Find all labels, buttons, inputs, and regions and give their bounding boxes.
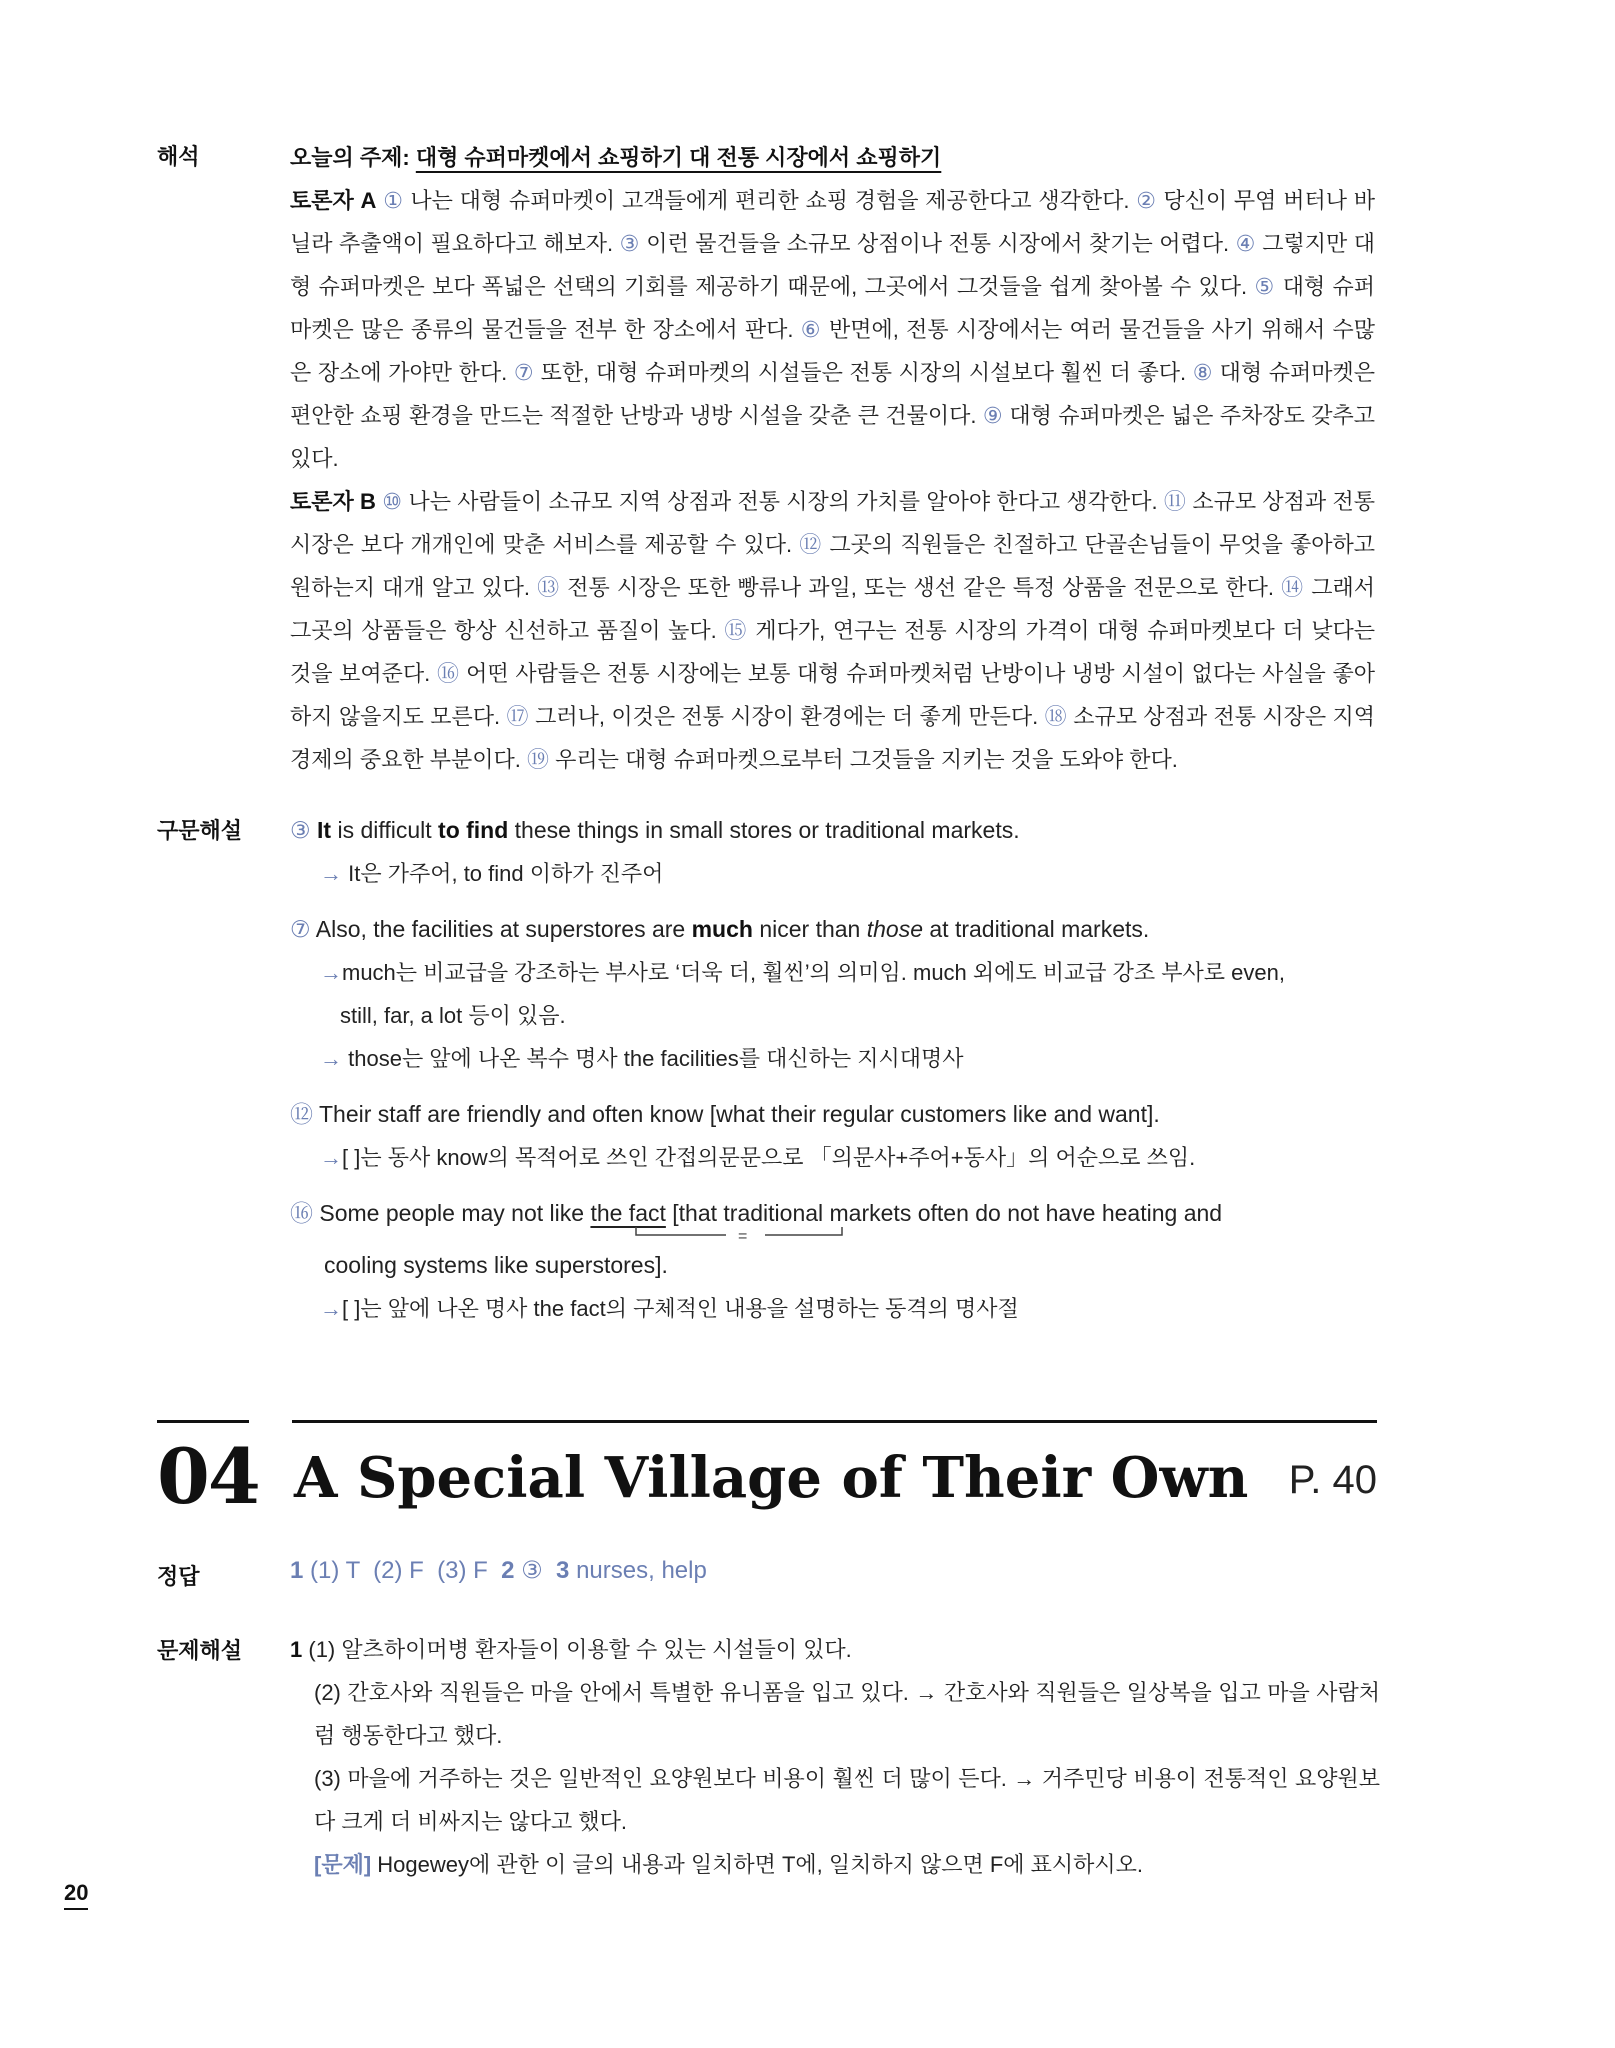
answer-number: 2 <box>501 1557 515 1584</box>
italic-word: those <box>866 916 923 942</box>
sentence-text: 대형 슈퍼마켓은 편안한 쇼핑 환경을 만드는 적절한 난방과 냉방 시설을 갖춘 큰 건물이다. <box>290 360 1375 428</box>
answer-number: 1 <box>290 1557 304 1584</box>
explanation-line: (2) 간호사와 직원들은 마을 안에서 특별한 유니폼을 입고 있다. → 간호사와 직원들은 일상복을 입고 마을 사람처럼 행동한다고 했다. <box>314 1680 1380 1748</box>
syntax-note <box>290 1136 1380 1179</box>
sentence-number: ① <box>383 188 404 213</box>
topic-title: 대형 슈퍼마켓에서 쇼핑하기 대 전통 시장에서 쇼핑하기 <box>415 145 942 170</box>
note-text: [ ]는 동사 know의 목적어로 쓰인 간접의문문으로 「의문사+주어+동사」의 어순으로 쓰임. <box>342 1145 1196 1170</box>
header-rule-left <box>157 1420 249 1423</box>
sentence-text: 이런 물건들을 소규모 상점이나 전통 시장에서 찾기는 어렵다. <box>639 231 1236 256</box>
sentence-number: ⑥ <box>800 317 822 342</box>
answer-text: ③ <box>514 1557 557 1584</box>
sentence-number: ⑨ <box>982 403 1003 428</box>
sentence-number: ⑯ <box>290 1200 313 1226</box>
syntax-note <box>290 951 1380 1037</box>
sentence-number: ⑲ <box>526 747 549 772</box>
sentence-number: ⑩ <box>382 489 403 514</box>
sentence-text: 대형 슈퍼마켓은 많은 종류의 물건들을 전부 한 장소에서 판다. <box>290 274 1375 342</box>
sentence-text: 또한, 대형 슈퍼마켓의 시설들은 전통 시장의 시설보다 훨씬 더 좋다. <box>534 360 1193 385</box>
sentence-text: 소규모 상점과 전통 시장은 보다 개개인에 맞춘 서비스를 제공할 수 있다. <box>290 489 1375 557</box>
sentence-text: 우리는 대형 슈퍼마켓으로부터 그것들을 지키는 것을 도와야 한다. <box>549 747 1178 772</box>
topic-prefix: 오늘의 주제: <box>290 145 416 170</box>
bold-word: to find <box>438 817 509 843</box>
lesson-number: 04 <box>157 1432 259 1521</box>
speaker-b-label: 토론자 B <box>290 489 376 514</box>
sentence-text: 그러나, 이것은 전통 시장이 환경에는 더 좋게 만든다. <box>528 704 1045 729</box>
explanation-text: Hogewey에 관한 이 글의 내용과 일치하면 T에, 일치하지 않으면 F에 표시하시오. <box>371 1852 1144 1877</box>
sentence-text: 소규모 상점과 전통 시장은 지역 경제의 중요한 부분이다. <box>290 704 1375 772</box>
topic-line <box>290 136 1375 179</box>
speaker-a-paragraph <box>290 179 1375 480</box>
sentence-number: ⑧ <box>1192 360 1213 385</box>
sentence-number: ③ <box>290 817 311 843</box>
note-text: [ ]는 앞에 나온 명사 the fact의 구체적인 내용을 설명하는 동격의 명사절 <box>342 1296 1019 1321</box>
sentence-text: 대형 슈퍼마켓은 넓은 주차장도 갖추고 있다. <box>290 403 1375 471</box>
sentence-text: 나는 사람들이 소규모 지역 상점과 전통 시장의 가치를 알아야 한다고 생각한다. <box>402 489 1164 514</box>
answer-text: (1) T (2) F (3) F <box>303 1557 502 1584</box>
note-text: those는 앞에 나온 복수 명사 the facilities를 대신하는 지시대명사 <box>348 1046 964 1071</box>
explanation-line <box>290 1628 1380 1671</box>
sentence-number: ⑦ <box>513 360 535 385</box>
sentence-number: ⑫ <box>290 1101 313 1127</box>
note-text: It은 가주어, to find 이하가 진주어 <box>348 861 664 886</box>
sentence-number: ② <box>1136 188 1157 213</box>
speaker-b-text <box>290 489 1375 772</box>
syntax-item-12 <box>290 1092 1380 1179</box>
arrow-icon: → <box>320 1046 342 1071</box>
sentence-text: Also, the facilities at superstores are <box>310 916 692 942</box>
sentence-text: 게다가, 연구는 전통 시장의 가격이 대형 슈퍼마켓보다 더 낮다는 것을 보여준다. <box>290 618 1375 686</box>
sentence-text: 반면에, 전통 시장에서는 여러 물건들을 사기 위해서 수많은 장소에 가야만 한다. <box>290 317 1376 385</box>
sentence-number: ⑯ <box>436 661 460 686</box>
syntax-sentence-cont: cooling systems like superstores]. <box>324 1252 668 1278</box>
syntax-item-3 <box>290 808 1380 895</box>
syntax-sentence <box>290 808 1380 852</box>
sentence-text: [that traditional markets often do not have heating and <box>665 1200 1223 1226</box>
sentence-text: Their staff are friendly and often know [what their regular customers like and want]. <box>313 1101 1160 1127</box>
sentence-text: Some people may not like <box>313 1200 591 1226</box>
apposition-bracket <box>630 1225 1150 1245</box>
sentence-text: 전통 시장은 또한 빵류나 과일, 또는 생선 같은 특정 상품을 전문으로 한다. <box>560 575 1282 600</box>
syntax-sentence <box>290 907 1380 951</box>
explanation-line <box>290 1843 1380 1886</box>
question-tag: [문제] <box>314 1852 372 1877</box>
sentence-number: ③ <box>619 231 640 256</box>
sentence-text: 어떤 사람들은 전통 시장에는 보통 대형 슈퍼마켓처럼 난방이나 냉방 시설이 없다는 사실을 좋아하지 않을지도 모른다. <box>290 661 1375 729</box>
speaker-a-label: 토론자 A <box>290 188 377 213</box>
sentence-text: at traditional markets. <box>923 916 1150 942</box>
explanation-text: (1) 알츠하이머병 환자들이 이용할 수 있는 시설들이 있다. <box>302 1637 852 1662</box>
page-number: 20 <box>64 1880 88 1910</box>
sentence-number: ⑤ <box>1254 274 1276 299</box>
explanation-line: (3) 마을에 거주하는 것은 일반적인 요양원보다 비용이 훨씬 더 많이 든다. → 거주민당 비용이 전통적인 요양원보다 크게 더 비싸지는 않다고 했다. <box>314 1766 1380 1834</box>
syntax-item-16 <box>290 1191 1380 1330</box>
sentence-number: ④ <box>1235 231 1256 256</box>
section-label-gumun: 구문해설 <box>157 818 243 843</box>
syntax-note <box>290 1287 1380 1330</box>
bracket-left <box>636 1227 726 1235</box>
sentence-text: 그래서 그곳의 상품들은 항상 신선하고 품질이 높다. <box>290 575 1375 643</box>
sentence-text: 나는 대형 슈퍼마켓이 고객들에게 편리한 쇼핑 경험을 제공한다고 생각한다. <box>403 188 1137 213</box>
section-label-munje: 문제해설 <box>157 1638 243 1663</box>
answer-number: 3 <box>556 1557 570 1584</box>
note-text-cont: still, far, a lot 등이 있음. <box>340 1003 566 1028</box>
section-label-haeseok: 해석 <box>157 144 200 169</box>
problem-explanation <box>290 1628 1380 1886</box>
speaker-b-paragraph <box>290 480 1375 781</box>
equals-mark: = <box>738 1228 748 1245</box>
translation-block <box>290 136 1375 781</box>
lesson-title: A Special Village of Their Own <box>294 1445 1249 1511</box>
underlined-word: the fact <box>590 1200 666 1226</box>
syntax-item-7 <box>290 907 1380 1080</box>
syntax-note <box>290 852 1380 895</box>
bold-word: much <box>691 916 753 942</box>
arrow-icon: → <box>320 861 342 886</box>
arrow-icon: → <box>320 1296 342 1321</box>
sentence-number: ⑬ <box>537 575 561 600</box>
note-text: much는 비교급을 강조하는 부사로 ‘더욱 더, 훨씬’의 의미임. much 외에도 비교급 강조 부사로 even, <box>342 960 1285 985</box>
bracket-right <box>765 1227 842 1235</box>
question-number: 1 <box>290 1637 303 1662</box>
speaker-a-text <box>290 188 1375 471</box>
sentence-text: these things in small stores or traditional markets. <box>508 817 1020 843</box>
syntax-notes <box>290 808 1380 1342</box>
sentence-text: 그곳의 직원들은 친절하고 단골손님들이 무엇을 좋아하고 원하는지 대개 알고 있다. <box>290 532 1375 600</box>
sentence-number: ⑭ <box>1281 575 1305 600</box>
syntax-sentence <box>290 1092 1380 1136</box>
arrow-icon: → <box>320 960 342 985</box>
section-label-jeongdap: 정답 <box>157 1564 200 1589</box>
sentence-number: ⑱ <box>1044 704 1067 729</box>
sentence-text: nicer than <box>752 916 867 942</box>
sentence-number: ⑦ <box>290 916 311 942</box>
sentence-text: 그렇지만 대형 슈퍼마켓은 보다 폭넓은 선택의 기회를 제공하기 때문에, 그곳에서 그것들을 쉽게 찾아볼 수 있다. <box>290 231 1375 299</box>
sentence-text: 당신이 무염 버터나 바닐라 추출액이 필요하다고 해보자. <box>290 188 1375 256</box>
answers <box>290 1556 707 1585</box>
header-rule-right <box>292 1420 1377 1423</box>
arrow-icon: → <box>320 1145 342 1170</box>
sentence-number: ⑪ <box>1163 489 1187 514</box>
page-reference: P. 40 <box>1288 1458 1377 1502</box>
sentence-text: is difficult <box>331 817 439 843</box>
answer-text: nurses, help <box>569 1557 707 1584</box>
syntax-note <box>290 1037 1380 1080</box>
sentence-number: ⑮ <box>724 618 748 643</box>
bold-word: It <box>310 817 332 843</box>
sentence-number: ⑫ <box>799 532 823 557</box>
sentence-number: ⑰ <box>506 704 529 729</box>
